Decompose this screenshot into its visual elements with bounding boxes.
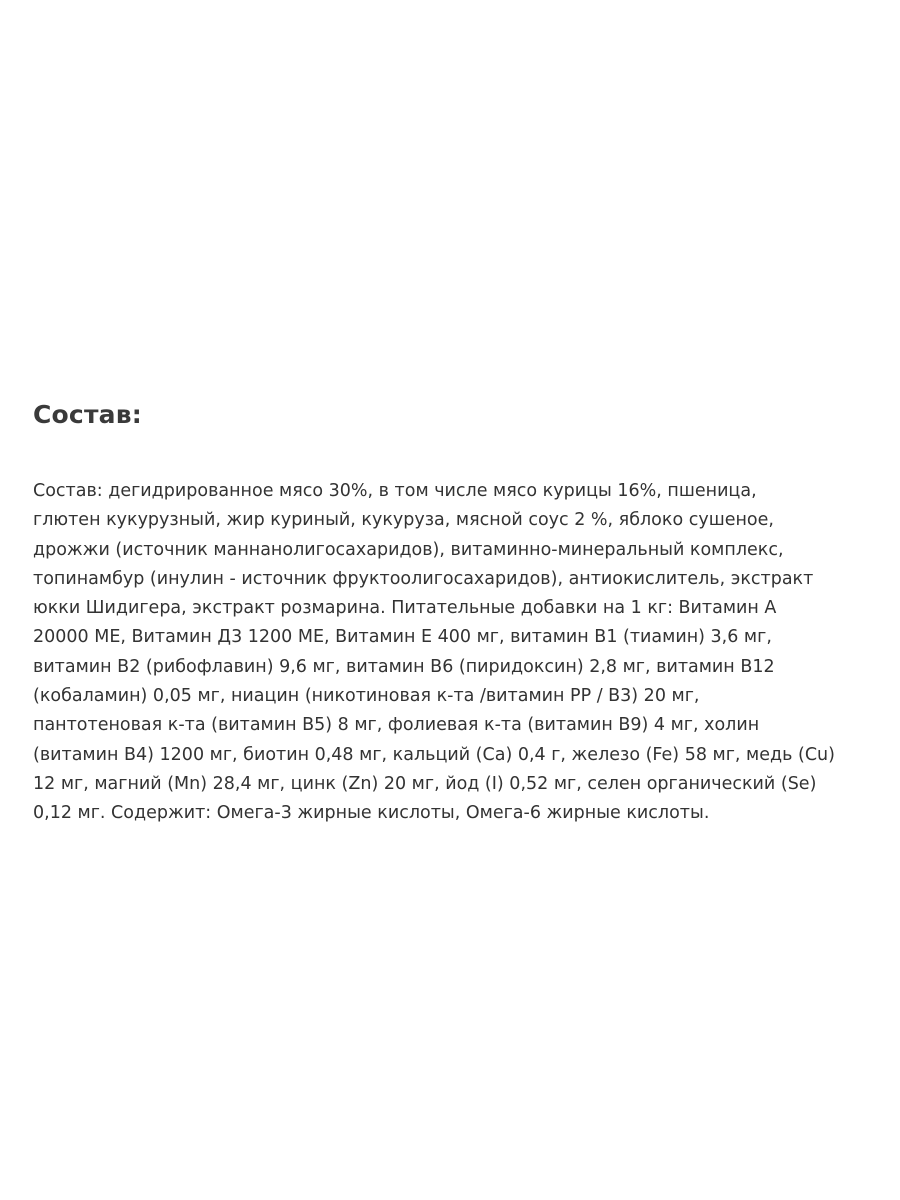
composition-line: дрожжи (источник маннанолигосахаридов), витаминно-минеральный комплекс,	[33, 539, 784, 560]
composition-line: Состав: дегидрированное мясо 30%, в том числе мясо курицы 16%, пшеница,	[33, 481, 757, 501]
composition-line: витамин В2 (рибофлавин) 9,6 мг, витамин В6 (пиридоксин) 2,8 мг, витамин В12	[33, 656, 775, 677]
composition-line: глютен кукурузный, жир куриный, кукуруза, мясной соус 2 %, яблоко сушеное,	[33, 510, 774, 531]
composition-text	[33, 477, 853, 829]
composition-line: 20000 МЕ, Витамин Д3 1200 МЕ, Витамин Е 400 мг, витамин В1 (тиамин) 3,6 мг,	[33, 627, 772, 648]
composition-line: 12 мг, магний (Mn) 28,4 мг, цинк (Zn) 20 мг, йод (I) 0,52 мг, селен органический (Se)	[33, 773, 817, 794]
composition-line: (витамин В4) 1200 мг, биотин 0,48 мг, кальций (Са) 0,4 г, железо (Fe) 58 мг, медь (Cu)	[33, 744, 835, 765]
composition-line: топинамбур (инулин - источник фруктоолигосахаридов), антиокислитель, экстракт	[33, 568, 814, 589]
composition-line: пантотеновая к-та (витамин В5) 8 мг, фолиевая к-та (витамин В9) 4 мг, холин	[33, 715, 760, 736]
composition-heading: Состав:	[33, 400, 142, 429]
composition-section	[33, 393, 853, 829]
composition-line: 0,12 мг. Содержит: Омега-3 жирные кислоты, Омега-6 жирные кислоты.	[33, 803, 710, 824]
composition-line: юкки Шидигера, экстракт розмарина. Питательные добавки на 1 кг: Витамин А	[33, 598, 777, 619]
composition-line: (кобаламин) 0,05 мг, ниацин (никотиновая к-та /витамин РР / В3) 20 мг,	[33, 686, 700, 707]
